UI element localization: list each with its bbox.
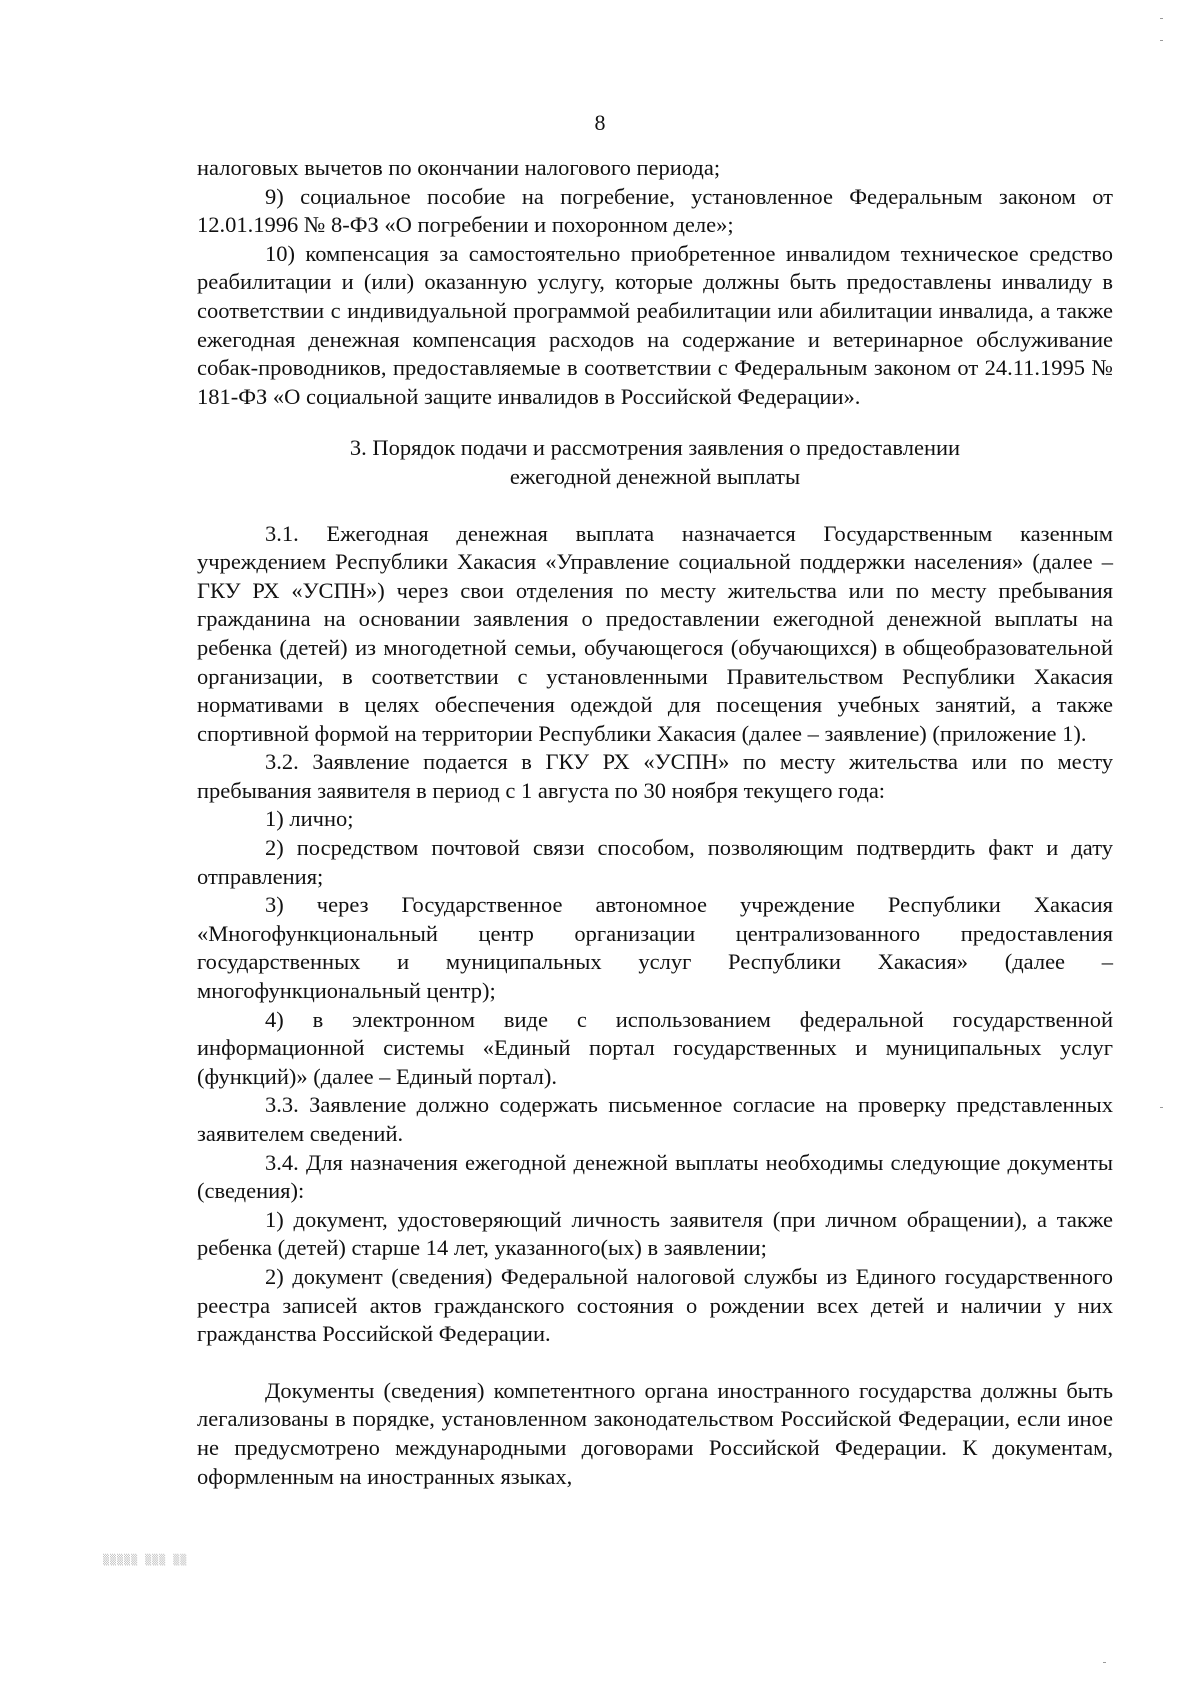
- scan-speck: [1160, 1107, 1163, 1108]
- scan-speck: [1160, 40, 1163, 41]
- page-number: 8: [594, 110, 606, 135]
- paragraph: 1) лично;: [265, 806, 354, 832]
- paragraphs-after: [197, 520, 1113, 1492]
- paragraph: 3.4. Для назначения ежегодной денежной выплаты необходимы следующие документы (сведения):: [197, 1149, 1113, 1204]
- scan-artifact: ▒▒▒▒▒ ▒▒▒ ▒▒: [103, 1555, 188, 1566]
- paragraph: 1) документ, удостоверяющий личность заявителя (при личном обращении), а также ребенка (детей) старше 14 лет, указанного(ых) в заявлении;: [197, 1206, 1113, 1261]
- paragraphs-before: [197, 154, 1113, 411]
- paragraph: 10) компенсация за самостоятельно приобретенное инвалидом техническое средство реабилитации и (или) оказанную услугу, которые должны быть предоставлены инвалиду в соответствии с индивидуальной программой реабилитации или абилитации инвалида, а также ежегодная денежная компенсация расходов на содержание и ветеринарное обслуживание собак-проводников, предоставляемые в соответствии с Федеральным законом от 24.11.1995 № 181-ФЗ «О социальной защите инвалидов в Российской Федерации».: [197, 240, 1113, 409]
- paragraph: Документы (сведения) компетентного органа иностранного государства должны быть легализованы в порядке, установленном законодательством Российской Федерации, если иное не предусмотрено международными договорами Российской Федерации. К документам, оформленным на иностранных языках,: [197, 1377, 1113, 1489]
- paragraph: 2) документ (сведения) Федеральной налоговой службы из Единого государственного реестра записей актов гражданского состояния о рождении всех детей и наличии у них гражданства Российской Федерации.: [197, 1263, 1113, 1347]
- section-heading: [197, 434, 1113, 491]
- paragraph: налоговых вычетов по окончании налогового периода;: [197, 155, 721, 180]
- paragraph: 3.1. Ежегодная денежная выплата назначается Государственным казенным учреждением Республики Хакасия «Управление социальной поддержки населения» (далее – ГКУ РХ «УСПН») через свои отделения по месту жительства или по месту пребывания гражданина на основании заявления о предоставлении ежегодной денежной выплаты на ребенка (детей) из многодетной семьи, обучающегося (обучающихся) в общеобразовательной организации, в соответствии с установленными Правительством Республики Хакасия нормативами в целях обеспечения одеждой для посещения учебных занятий, а также спортивной формой на территории Республики Хакасия (далее – заявление) (приложение 1).: [197, 520, 1113, 746]
- paragraph: 3.3. Заявление должно содержать письменное согласие на проверку представленных заявителем сведений.: [197, 1092, 1113, 1146]
- paragraph: 4) в электронном виде с использованием федеральной государственной информационной системы «Единый портал государственных и муниципальных услуг (функций)» (далее – Единый портал).: [197, 1006, 1113, 1089]
- paragraph: 2) посредством почтовой связи способом, позволяющим подтвердить факт и дату отправления;: [197, 835, 1113, 889]
- scan-speck: [1103, 1662, 1106, 1663]
- scan-speck: [1160, 18, 1163, 19]
- paragraph: 9) социальное пособие на погребение, установленное Федеральным законом от 12.01.1996 № 8-ФЗ «О погребении и похоронном деле»;: [197, 183, 1113, 238]
- section-heading-line-1: 3. Порядок подачи и рассмотрения заявления о предоставлении: [349, 435, 961, 461]
- paragraph: 3) через Государственное автономное учреждение Республики Хакасия «Многофункциональный центр организации централизованного предоставления государственных и муниципальных услуг Республики Хакасия» (далее – многофункциональный центр);: [197, 892, 1113, 1004]
- document-body: [197, 154, 1113, 1491]
- section-heading-line-2: ежегодной денежной выплаты: [509, 463, 801, 489]
- paragraph: 3.2. Заявление подается в ГКУ РХ «УСПН» по месту жительства или по месту пребывания заявителя в период с 1 августа по 30 ноября текущего года:: [197, 749, 1113, 803]
